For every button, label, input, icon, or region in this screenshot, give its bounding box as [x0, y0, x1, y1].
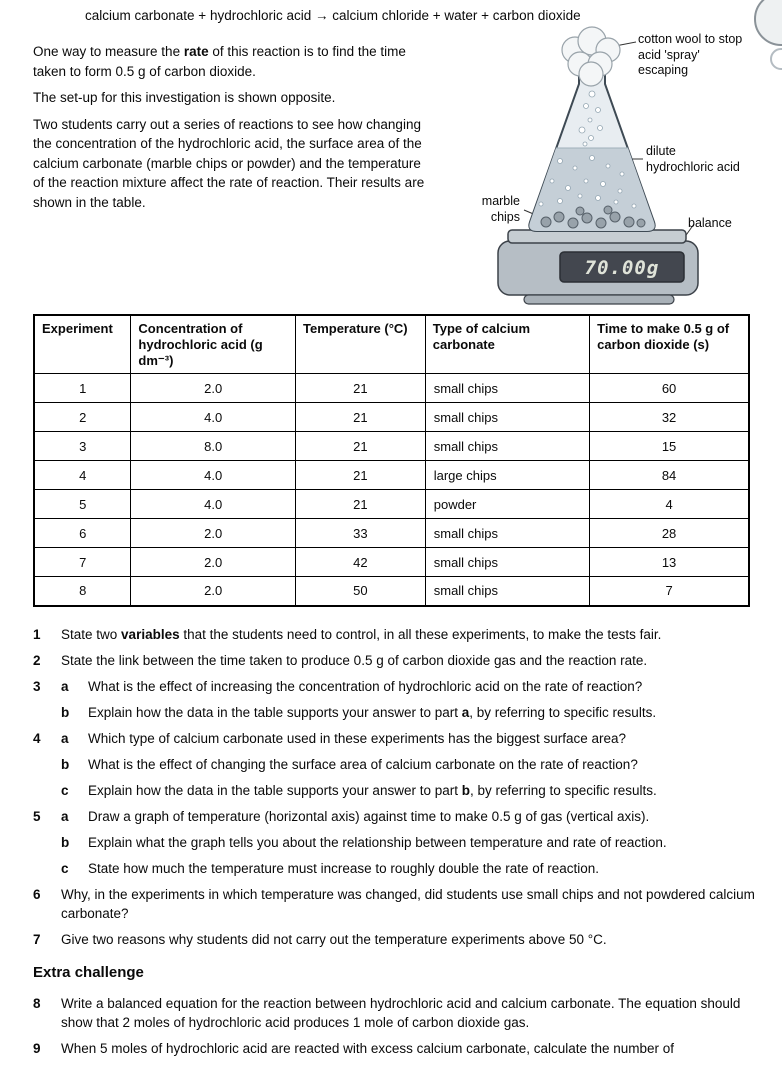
cell-time: 7 — [590, 577, 749, 606]
cell-concentration: 2.0 — [131, 548, 296, 577]
question-letter: a — [61, 679, 69, 694]
question-3a — [33, 677, 769, 696]
cell-concentration: 2.0 — [131, 374, 296, 403]
balance-reading: 70.00g — [584, 257, 660, 279]
question-8 — [33, 994, 769, 1032]
intro-text-block — [33, 42, 431, 219]
question-text: What is the effect of changing the surface area of calcium carbonate on the rate of reaction? — [88, 757, 638, 772]
header-temperature: Temperature (°C) — [296, 315, 426, 374]
question-5b — [33, 833, 769, 852]
question-letter: a — [61, 731, 69, 746]
question-number: 5 — [33, 809, 41, 824]
question-6 — [33, 885, 769, 923]
question-text: State two variables that the students need to control, in all these experiments, to make the tests fair. — [61, 627, 662, 642]
cell-experiment: 7 — [34, 548, 131, 577]
question-letter: c — [61, 783, 69, 798]
question-2 — [33, 651, 769, 670]
header-experiment: Experiment — [34, 315, 131, 374]
table-header-row — [34, 315, 749, 374]
label-cotton-wool: cotton wool to stop acid 'spray' escaping — [638, 32, 743, 77]
table-row — [34, 461, 749, 490]
header-time: Time to make 0.5 g of carbon dioxide (s) — [590, 315, 749, 374]
cell-type: small chips — [425, 548, 589, 577]
cell-time: 84 — [590, 461, 749, 490]
intro-p1-pre: One way to measure the — [33, 44, 184, 59]
cell-time: 4 — [590, 490, 749, 519]
cell-type: powder — [425, 490, 589, 519]
question-number — [33, 703, 61, 722]
cell-experiment: 5 — [34, 490, 131, 519]
question-text: State the link between the time taken to produce 0.5 g of carbon dioxide gas and the reaction rate. — [61, 653, 648, 668]
cell-temperature: 33 — [296, 519, 426, 548]
label-balance: balance — [688, 216, 732, 230]
question-number: 9 — [33, 1041, 41, 1056]
cell-experiment: 3 — [34, 432, 131, 461]
cell-concentration: 4.0 — [131, 403, 296, 432]
question-number — [33, 859, 61, 878]
cell-temperature: 21 — [296, 432, 426, 461]
intro-paragraph-3: Two students carry out a series of reactions to see how changing the concentration of the hydrochloric acid, the surface area of the calcium carbonate (marble chips or powder) and the temperature of the reaction mixture affect the rate of reaction. Their results are shown in the table. — [33, 116, 425, 210]
question-number — [33, 755, 61, 774]
apparatus-diagram — [440, 26, 782, 316]
cell-temperature: 21 — [296, 374, 426, 403]
question-text: Why, in the experiments in which temperature was changed, did students use small chips and not powdered calcium carbonate? — [61, 887, 755, 921]
question-number — [33, 781, 61, 800]
question-number: 4 — [33, 731, 41, 746]
extra-challenge-heading: Extra challenge — [33, 964, 144, 981]
intro-p1-post: of this reaction is to find the time taken to form 0.5 g of carbon dioxide. — [33, 44, 406, 79]
intro-paragraph-1 — [33, 42, 431, 81]
cell-type: large chips — [425, 461, 589, 490]
question-number: 8 — [33, 996, 41, 1011]
question-letter: c — [61, 861, 69, 876]
reaction-word-equation: calcium carbonate + hydrochloric acid → calcium chloride + water + carbon dioxide — [85, 8, 581, 23]
cell-type: small chips — [425, 577, 589, 606]
cell-temperature: 21 — [296, 461, 426, 490]
cell-experiment: 8 — [34, 577, 131, 606]
table-row — [34, 548, 749, 577]
question-letter: b — [61, 757, 70, 772]
question-text: Which type of calcium carbonate used in these experiments has the biggest surface area? — [88, 731, 627, 746]
header-type: Type of calcium carbonate — [425, 315, 589, 374]
question-5c — [33, 859, 769, 878]
question-letter: a — [61, 809, 69, 824]
question-number: 6 — [33, 887, 41, 902]
cell-experiment: 4 — [34, 461, 131, 490]
cell-time: 60 — [590, 374, 749, 403]
question-9 — [33, 1039, 769, 1058]
label-marble-chips: marble chips — [481, 194, 520, 224]
cell-type: small chips — [425, 403, 589, 432]
cell-time: 28 — [590, 519, 749, 548]
table-row — [34, 519, 749, 548]
results-table — [33, 314, 750, 607]
question-1 — [33, 625, 769, 644]
cell-time: 32 — [590, 403, 749, 432]
question-text: Explain how the data in the table supports your answer to part b, by referring to specific results. — [88, 783, 657, 798]
question-number: 1 — [33, 627, 41, 642]
question-text: State how much the temperature must increase to roughly double the rate of reaction. — [88, 861, 600, 876]
cell-type: small chips — [425, 432, 589, 461]
cell-time: 15 — [590, 432, 749, 461]
cell-temperature: 21 — [296, 490, 426, 519]
question-5a — [33, 807, 769, 826]
cell-temperature: 50 — [296, 577, 426, 606]
question-number: 7 — [33, 932, 41, 947]
table-row — [34, 577, 749, 606]
questions-section — [33, 625, 769, 1065]
cell-concentration: 4.0 — [131, 461, 296, 490]
cotton-wool — [562, 27, 620, 86]
question-3b — [33, 703, 769, 722]
question-4a — [33, 729, 769, 748]
question-letter: b — [61, 835, 70, 850]
cell-concentration: 8.0 — [131, 432, 296, 461]
question-letter: b — [61, 705, 70, 720]
table-row — [34, 490, 749, 519]
intro-p1-bold: rate — [183, 44, 209, 59]
question-text: Give two reasons why students did not carry out the temperature experiments above 50 °C. — [61, 932, 607, 947]
cell-experiment: 6 — [34, 519, 131, 548]
cell-temperature: 21 — [296, 403, 426, 432]
cell-type: small chips — [425, 519, 589, 548]
table-row — [34, 374, 749, 403]
cell-experiment: 2 — [34, 403, 131, 432]
question-text: Explain what the graph tells you about the relationship between temperature and rate of reaction. — [88, 835, 667, 850]
table-row — [34, 403, 749, 432]
cell-concentration: 2.0 — [131, 577, 296, 606]
question-number — [33, 833, 61, 852]
question-number: 3 — [33, 679, 41, 694]
question-4c — [33, 781, 769, 800]
cell-temperature: 42 — [296, 548, 426, 577]
question-text: When 5 moles of hydrochloric acid are reacted with excess calcium carbonate, calculate the number of — [61, 1041, 675, 1056]
question-text: What is the effect of increasing the concentration of hydrochloric acid on the rate of reaction? — [88, 679, 643, 694]
question-7 — [33, 930, 769, 949]
cell-time: 13 — [590, 548, 749, 577]
question-text: Write a balanced equation for the reaction between hydrochloric acid and calcium carbonate. The equation should show that 2 moles of hydrochloric acid produces 1 mole of carbon dioxide gas. — [61, 996, 741, 1030]
table-row — [34, 432, 749, 461]
question-text: Explain how the data in the table supports your answer to part a, by referring to specific results. — [88, 705, 657, 720]
intro-paragraph-2: The set-up for this investigation is shown opposite. — [33, 90, 336, 105]
cell-concentration: 4.0 — [131, 490, 296, 519]
label-dilute-acid: dilute hydrochloric acid — [646, 144, 740, 174]
cell-experiment: 1 — [34, 374, 131, 403]
cell-concentration: 2.0 — [131, 519, 296, 548]
question-text: Draw a graph of temperature (horizontal axis) against time to make 0.5 g of gas (vertical axis). — [88, 809, 650, 824]
question-number: 2 — [33, 653, 41, 668]
cell-type: small chips — [425, 374, 589, 403]
header-concentration: Concentration of hydrochloric acid (g dm⁻³) — [131, 315, 296, 374]
balance — [498, 230, 698, 304]
question-4b — [33, 755, 769, 774]
